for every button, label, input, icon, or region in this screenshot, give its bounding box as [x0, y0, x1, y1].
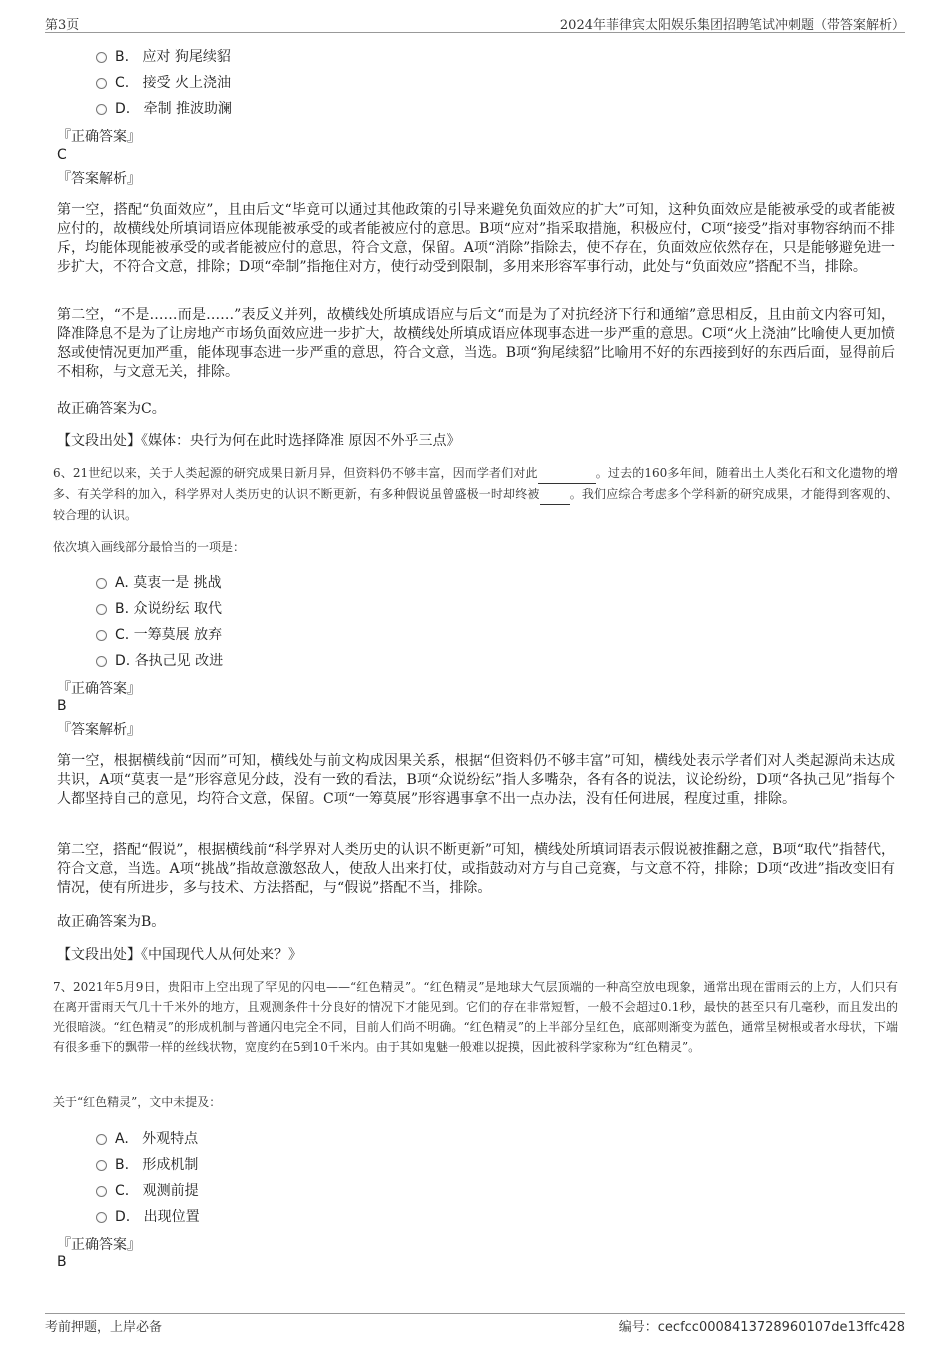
page-footer [45, 1313, 905, 1334]
q5-answer-label: 『正确答案』 [57, 129, 141, 145]
q6-analysis-2: 第二空，搭配“假说”，根据横线前“科学界对人类历史的认识不断更新”可知，横线处所填词语表示假说被推翻之意，B项“取代”指替代，符合文意，当选。A项“挑战”指故意激怒敌人，使敌人出来打仗，或指鼓动对方与自己竞赛，与文意不符，排除；D项“改进”指改变旧有情况，使有所进步，多与技术、方法搭配，与“假说”搭配不当，排除。 [57, 842, 895, 896]
q5-conclusion: 故正确答案为C。 [57, 401, 166, 417]
q6-source: 【文段出处】《中国现代人从何处来？》 [57, 947, 302, 963]
q7-stem: 7、2021年5月9日，贵阳市上空出现了罕见的闪电——“红色精灵”。“红色精灵”是地球大气层顶端的一种高空放电现象，通常出现在雷雨云的上方，人们只有在离开雷雨天气几十千米外的地方，且观测条件十分良好的情况下才能见到。它们的存在非常短暂，一般不会超过0.1秒，最快的甚至只有几毫秒，而且发出的光很暗淡。“红色精灵”的形成机制与普通闪电完全不同，目前人们尚不明确。“红色精灵”的上半部分呈红色，底部则渐变为蓝色，通常呈树根或者水母状，下端有很多垂下的飘带一样的丝线状物，宽度约在5到10千米内。由于其如鬼魅一般难以捉摸，因此被科学家称为“红色精灵”。 [53, 980, 898, 1054]
document-title: 2024年菲律宾太阳娱乐集团招聘笔试冲刺题（带答案解析） [559, 18, 905, 33]
q6-analysis-label: 『答案解析』 [57, 722, 141, 738]
q6-conclusion: 故正确答案为B。 [57, 914, 166, 930]
radio-icon[interactable] [96, 52, 107, 63]
page-number: 第3页 [45, 18, 80, 33]
radio-icon[interactable] [96, 1160, 107, 1171]
q5-source: 【文段出处】《媒体：央行为何在此时选择降准 原因不外乎三点》 [57, 433, 461, 449]
q6-option-b[interactable]: B. 众说纷纭 取代 [96, 596, 223, 622]
q7-option-b[interactable]: B. 形成机制 [96, 1152, 200, 1178]
q6-answer: B [57, 698, 67, 714]
q5-analysis-2: 第二空，“不是……而是……”表反义并列，故横线处所填成语应与后文“而是为了对抗经济下行和通缩”意思相反，且由前文内容可知，降准降息不是为了让房地产市场负面效应进一步扩大，故横线处所填成语应体现事态进一步严重的意思。C项“火上浇油”比喻使人更加愤怒或使情况更加严重，能体现事态进一步严重的意思，符合文意，当选。B项“狗尾续貂”比喻用不好的东西接到好的东西后面，显得前后不相称，与文意无关，排除。 [57, 307, 895, 380]
radio-icon[interactable] [96, 78, 107, 89]
q5-analysis-1: 第一空，搭配“负面效应”，且由后文“毕竟可以通过其他政策的引导来避免负面效应的扩大”可知，这种负面效应是能被承受的或者能被应付的，故横线处所填词语应体现能被承受的或者能被应付的意思。B项“应对”指采取措施，积极应付，C项“接受”指对事物容纳而不排斥，均能体现能被承受的或者能被应付的意思，符合文意，保留。A项“消除”指除去，使不存在，负面效应依然存在，只是能够避免进一步扩大，不符合文意，排除；D项“牵制”指拖住对方，使行动受到限制，多用来形容军事行动，此处与“负面效应”搭配不当，排除。 [57, 202, 895, 275]
radio-icon[interactable] [96, 1212, 107, 1223]
q7-option-c[interactable]: C. 观测前提 [96, 1178, 200, 1204]
q6-stem: 6、21世纪以来，关于人类起源的研究成果日新月异，但资料仍不够丰富，因而学者们对此 。过去的160多年间，随着出土人类化石和文化遗物的增多、有关学科的加入，科学界对人类历史的认识不断更新，有多种假说虽曾盛极一时却终被 。我们应综合考虑多个学科新的研究成果，才能得到客观的、较合理的认识。 [53, 463, 898, 525]
radio-icon[interactable] [96, 104, 107, 115]
q5-options [96, 44, 232, 122]
radio-icon[interactable] [96, 630, 107, 641]
q6-analysis-1: 第一空，根据横线前“因而”可知，横线处与前文构成因果关系，根据“但资料仍不够丰富”可知，横线处表示学者们对人类起源尚未达成共识，A项“莫衷一是”形容意见分歧，没有一致的看法，B项“众说纷纭”指人多嘴杂，各有各的说法，议论纷纷，D项“各执己见”指每个人都坚持自己的意见，均符合文意，保留。C项“一筹莫展”形容遇事拿不出一点办法，没有任何进展，程度过重，排除。 [57, 753, 895, 807]
blank-line [540, 484, 570, 505]
radio-icon[interactable] [96, 1186, 107, 1197]
q7-prompt: 关于“红色精灵”，文中未提及： [53, 1095, 222, 1109]
q5-option-b[interactable]: B. 应对 狗尾续貂 [96, 44, 232, 70]
q6-answer-label: 『正确答案』 [57, 681, 141, 697]
q6-option-d[interactable]: D. 各执己见 改进 [96, 648, 223, 674]
q7-answer-label: 『正确答案』 [57, 1237, 141, 1253]
q6-option-c[interactable]: C. 一筹莫展 放弃 [96, 622, 223, 648]
q5-answer: C [57, 147, 67, 163]
q7-option-a[interactable]: A. 外观特点 [96, 1126, 200, 1152]
footer-slogan: 考前押题，上岸必备 [45, 1320, 163, 1335]
radio-icon[interactable] [96, 656, 107, 667]
q5-analysis-label: 『答案解析』 [57, 171, 141, 187]
q6-options [96, 570, 223, 674]
q7-option-d[interactable]: D. 出现位置 [96, 1204, 200, 1230]
q5-option-c[interactable]: C. 接受 火上浇油 [96, 70, 232, 96]
page-header [45, 12, 905, 33]
q5-option-d[interactable]: D. 牵制 推波助澜 [96, 96, 232, 122]
blank-line [538, 463, 596, 484]
q6-prompt: 依次填入画线部分最恰当的一项是： [53, 540, 246, 554]
q7-answer: B [57, 1254, 67, 1270]
radio-icon[interactable] [96, 604, 107, 615]
document-code: 编号：cecfcc0008413728960107de13ffc428 [618, 1320, 905, 1335]
radio-icon[interactable] [96, 578, 107, 589]
radio-icon[interactable] [96, 1134, 107, 1145]
q6-option-a[interactable]: A. 莫衷一是 挑战 [96, 570, 223, 596]
q7-options [96, 1126, 200, 1230]
